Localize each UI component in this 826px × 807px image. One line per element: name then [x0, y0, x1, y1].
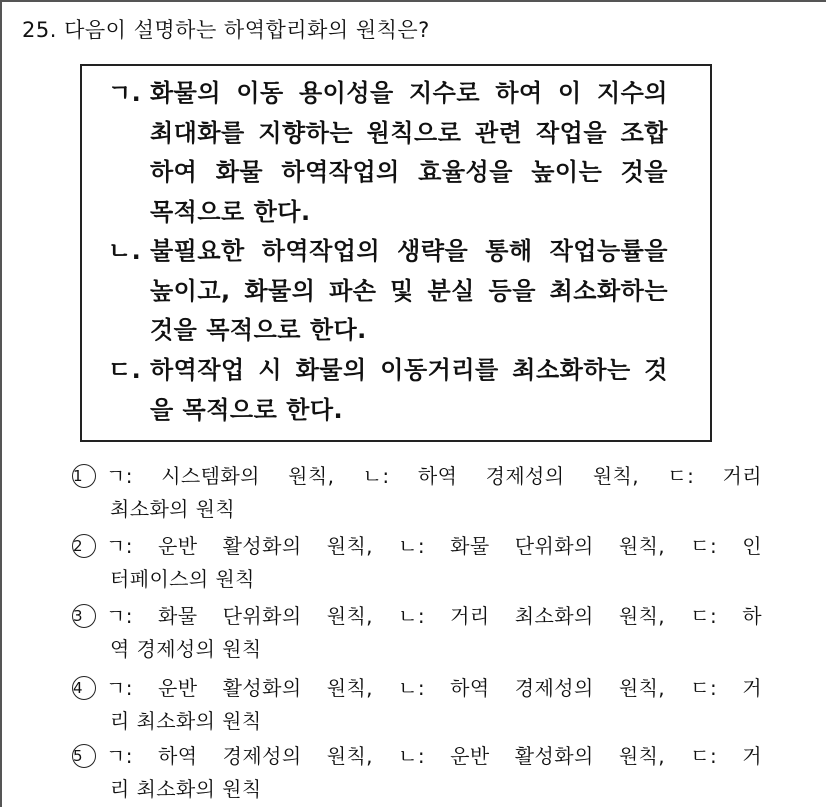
description-box [80, 64, 712, 442]
choice-text: ㄱ: 운반 활성화의 원칙, ㄴ: 화물 단위화의 원칙, ㄷ: 인 [106, 534, 762, 558]
item-mark: ㄷ. [108, 356, 142, 384]
choice-text: ㄱ: 화물 단위화의 원칙, ㄴ: 거리 최소화의 원칙, ㄷ: 하 [106, 604, 762, 628]
choice-2[interactable] [72, 530, 762, 596]
choice-line [72, 460, 762, 493]
choice-number: 3 [72, 604, 96, 628]
item-line: 높이고, 화물의 파손 및 분실 등을 최소화하는 [150, 276, 668, 305]
choice-text-continued: 터페이스의 원칙 [110, 567, 255, 591]
item-line: 화물의 이동 용이성을 지수로 하여 이 지수의 [150, 79, 668, 107]
choice-line [72, 740, 762, 773]
item-line: 목적으로 한다. [150, 197, 311, 226]
choice-text-continued: 리 최소화의 원칙 [110, 777, 262, 801]
choice-number: 4 [72, 676, 96, 700]
choice-3[interactable] [72, 600, 762, 666]
choice-text: ㄱ: 운반 활성화의 원칙, ㄴ: 하역 경제성의 원칙, ㄷ: 거 [106, 676, 762, 700]
choice-1[interactable] [72, 460, 762, 526]
choice-text-continued: 최소화의 원칙 [110, 497, 236, 521]
box-item-nieun [108, 232, 668, 351]
item-mark: ㄴ. [108, 237, 142, 265]
item-line: 하역작업 시 화물의 이동거리를 최소화하는 것 [150, 356, 668, 384]
choice-number: 1 [72, 464, 96, 488]
box-item-digeut [108, 351, 668, 430]
choice-line [72, 600, 762, 633]
choice-text: ㄱ: 하역 경제성의 원칙, ㄴ: 운반 활성화의 원칙, ㄷ: 거 [106, 744, 762, 768]
item-line: 하여 화물 하역작업의 효율성을 높이는 것을 [150, 158, 668, 186]
choice-4[interactable] [72, 672, 762, 738]
item-line: 불필요한 하역작업의 생략을 통해 작업능률을 [150, 237, 668, 265]
item-mark: ㄱ. [108, 79, 142, 107]
choice-text-continued: 리 최소화의 원칙 [110, 709, 262, 733]
choice-number: 5 [72, 744, 96, 768]
item-line: 을 목적으로 한다. [150, 395, 344, 424]
choice-text-continued: 역 경제성의 원칙 [110, 637, 262, 661]
question-title: 25. 다음이 설명하는 하역합리화의 원칙은? [22, 18, 430, 42]
choice-number: 2 [72, 534, 96, 558]
choice-5[interactable] [72, 740, 762, 806]
choice-line [72, 530, 762, 563]
choice-text: ㄱ: 시스템화의 원칙, ㄴ: 하역 경제성의 원칙, ㄷ: 거리 [106, 464, 762, 488]
item-line: 것을 목적으로 한다. [150, 316, 367, 344]
item-line: 최대화를 지향하는 원칙으로 관련 작업을 조합 [150, 118, 668, 147]
box-item-giyeok [108, 74, 668, 232]
choice-line [72, 672, 762, 705]
